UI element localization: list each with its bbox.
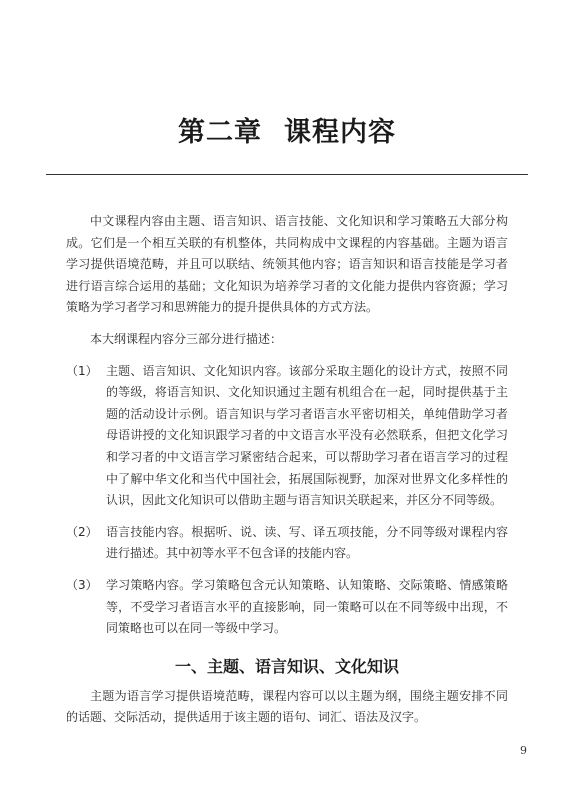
- list-item-text: 主题、语言知识、文化知识内容。该部分采取主题化的设计方式，按照不同的等级，将语言知识、文化知识通过主题有机组合在一起，同时提供基于主题的活动设计示例。语言知识与学习者语言水平密切相关，单纯借助学习者母语讲授的文化知识跟学习者的中文语言水平没有必然联系，但把文化学习和学习者的中文语言学习紧密结合起来，可以帮助学习者在语言学习的过程中了解中华文化和当代中国社会，拓展国际视野，加深对世界文化多样性的认识，因此文化知识可以借助主题与语言知识关联起来，并区分不同等级。: [106, 363, 508, 508]
- section-heading: 一、主题、语言知识、文化知识: [174, 656, 399, 676]
- list-item: [66, 575, 508, 640]
- outline-intro: 本大纲课程内容分三部分进行描述：: [90, 331, 283, 346]
- list-item-number: （3）: [66, 577, 98, 592]
- list-item-number: （2）: [66, 524, 98, 539]
- list-item: [66, 361, 508, 512]
- title-divider: [46, 174, 528, 175]
- chapter-name: 课程内容: [284, 117, 396, 148]
- intro-paragraph: 中文课程内容由主题、语言知识、语言技能、文化知识和学习策略五大部分构成。它们是一个相互关联的有机整体，共同构成中文课程的内容基础。主题为语言学习提供语境范畴，并且可以联结、统领其他内容；语言知识和语言技能是学习者进行语言综合运用的基础；文化知识为培养学习者的文化能力提供内容资源；学习策略为学习者学习和思辨能力的提升提供具体的方式方法。: [66, 214, 508, 315]
- body-content: [66, 211, 508, 729]
- chapter-title: [0, 110, 574, 149]
- list-item: [66, 522, 508, 565]
- list-item-number: （1）: [66, 363, 98, 378]
- section-paragraph: 主题为语言学习提供语境范畴，课程内容可以以主题为纲，围绕主题安排不同的话题、交际活动，提供适用于该主题的语句、词汇、语法及汉字。: [66, 688, 508, 725]
- list-item-text: 学习策略内容。学习策略包含元认知策略、认知策略、交际策略、情感策略等，不受学习者语言水平的直接影响，同一策略可以在不同等级中出现，不同策略也可以在同一等级中学习。: [106, 577, 508, 636]
- list-item-text: 语言技能内容。根据听、说、读、写、译五项技能，分不同等级对课程内容进行描述。其中初等水平不包含译的技能内容。: [106, 524, 508, 561]
- chapter-number: 第二章: [178, 117, 262, 148]
- page-number: 9: [520, 744, 527, 757]
